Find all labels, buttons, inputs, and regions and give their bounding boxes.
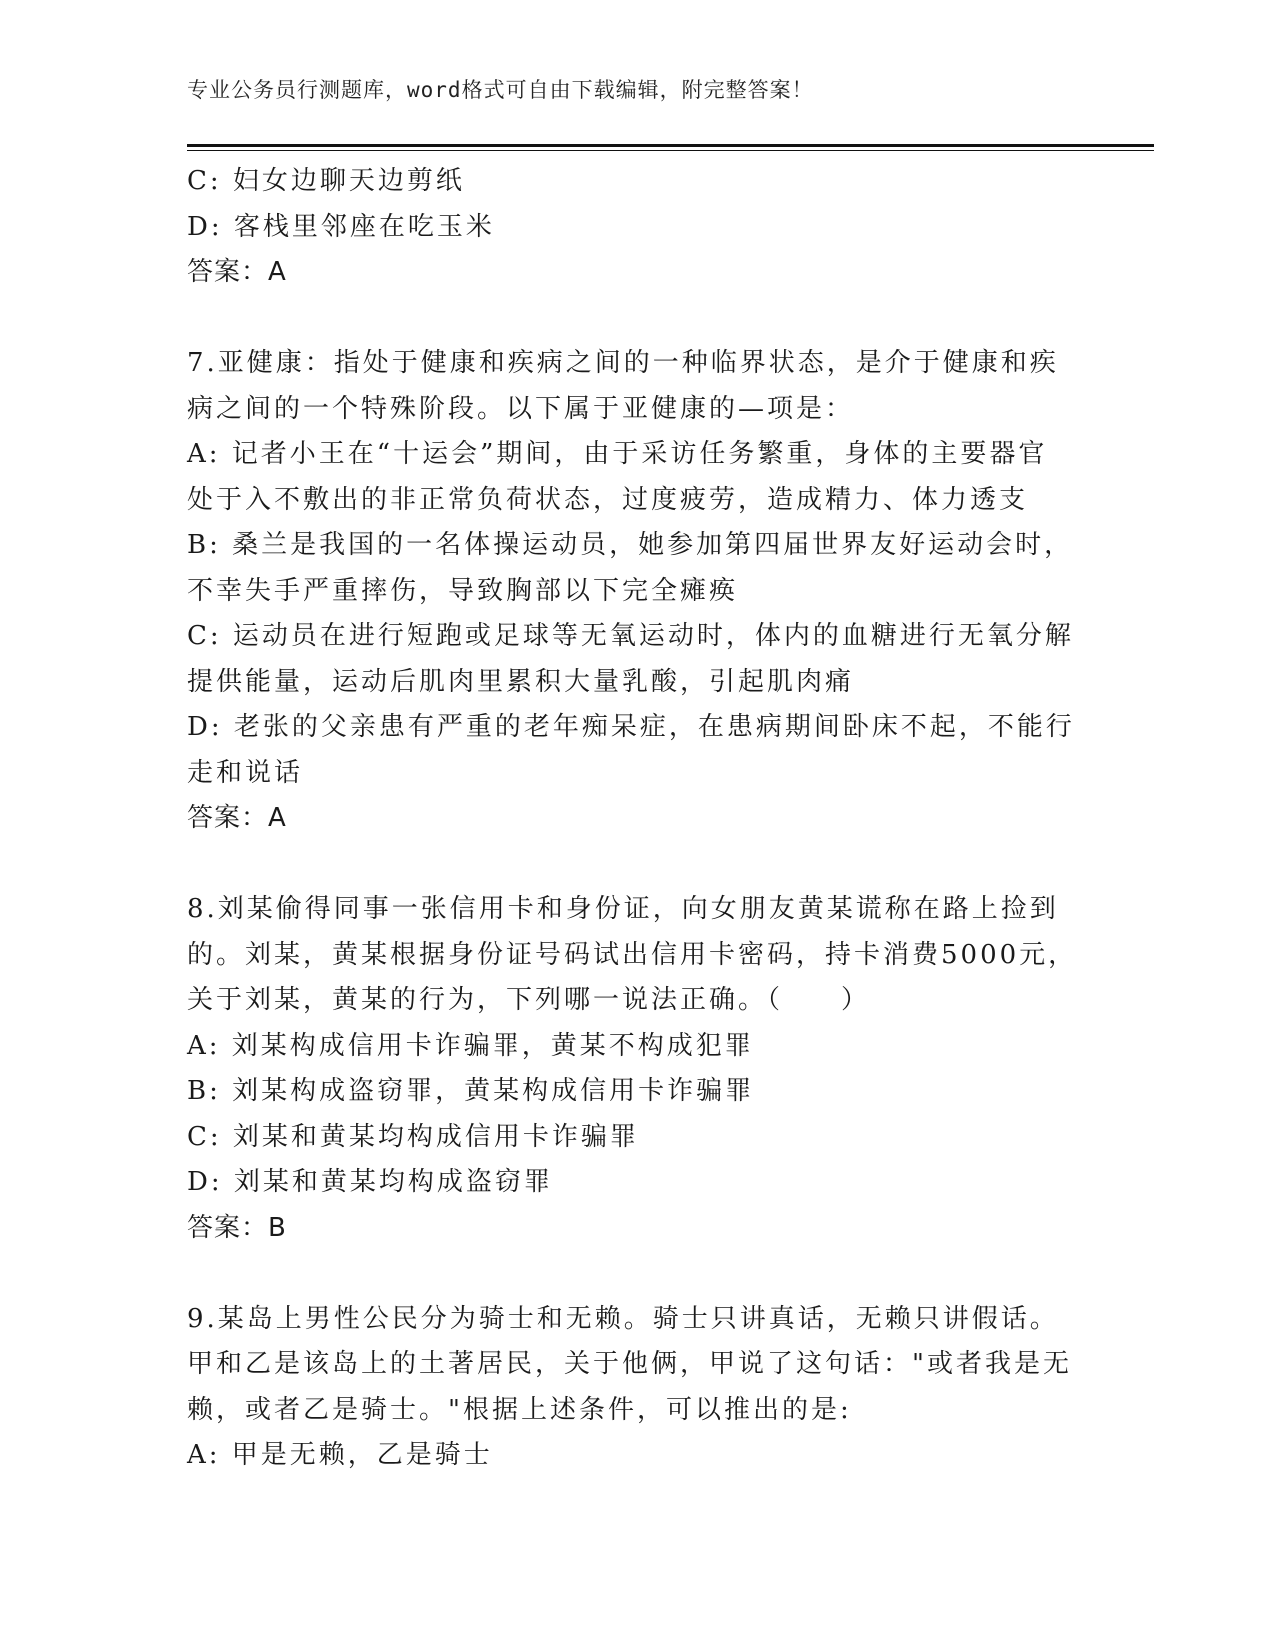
q7-answer: 答案：A bbox=[187, 803, 287, 833]
spacer bbox=[187, 842, 1087, 888]
spacer bbox=[187, 1251, 1087, 1297]
question-content bbox=[187, 159, 1087, 1479]
q6-answer: 答案：A bbox=[187, 257, 287, 287]
q6-option-c: C: 妇女边聊天边剪纸 bbox=[187, 166, 465, 196]
q6-option-d: D: 客栈里邻座在吃玉米 bbox=[187, 211, 495, 242]
q8-option-c: C: 刘某和黄某均构成信用卡诈骗罪 bbox=[187, 1121, 639, 1152]
q9-stem-line: 甲和乙是该岛上的土著居民，关于他俩，甲说了这句话："或者我是无 bbox=[187, 1349, 1072, 1379]
header-rule-thin bbox=[187, 150, 1154, 151]
q8-option-a: A: 刘某构成信用卡诈骗罪，黄某不构成犯罪 bbox=[187, 1030, 754, 1061]
q9-option-a: A: 甲是无赖，乙是骑士 bbox=[187, 1440, 493, 1470]
q8-stem-line: 关于刘某，黄某的行为，下列哪一说法正确。（ ） bbox=[187, 985, 871, 1015]
q7-option-a-line: 处于入不敷出的非正常负荷状态，过度疲劳，造成精力、体力透支 bbox=[187, 484, 1029, 515]
q7-option-a-line: A: 记者小王在“十运会”期间，由于采访任务繁重，身体的主要器官 bbox=[187, 439, 1048, 469]
q8-option-d: D: 刘某和黄某均构成盗窃罪 bbox=[187, 1167, 553, 1197]
q7-option-d-line: 走和说话 bbox=[187, 757, 304, 788]
q9-stem-line: 赖，或者乙是骑士。"根据上述条件，可以推出的是: bbox=[187, 1394, 852, 1425]
q7-option-c-line: 提供能量，运动后肌肉里累积大量乳酸，引起肌肉痛 bbox=[187, 666, 855, 697]
q7-stem-line: 病之间的一个特殊阶段。以下属于亚健康的—项是： bbox=[187, 393, 855, 424]
q8-option-b: B: 刘某构成盗窃罪，黄某构成信用卡诈骗罪 bbox=[187, 1076, 755, 1106]
q7-stem-line: 7.亚健康：指处于健康和疾病之间的一种临界状态，是介于健康和疾 bbox=[187, 348, 1059, 378]
page-header: 专业公务员行测题库，word格式可自由下载编辑，附完整答案！ bbox=[187, 78, 814, 102]
q7-option-b-line: B: 桑兰是我国的一名体操运动员，她参加第四届世界友好运动会时， bbox=[187, 530, 1074, 560]
header-rule-thick bbox=[187, 144, 1154, 147]
q8-stem-line: 的。刘某，黄某根据身份证号码试出信用卡密码，持卡消费5000元， bbox=[187, 939, 1078, 970]
q9-stem-line: 9.某岛上男性公民分为骑士和无赖。骑士只讲真话，无赖只讲假话。 bbox=[187, 1303, 1059, 1334]
q7-option-b-line: 不幸失手严重摔伤，导致胸部以下完全瘫痪 bbox=[187, 575, 739, 606]
q7-option-d-line: D: 老张的父亲患有严重的老年痴呆症，在患病期间卧床不起，不能行 bbox=[187, 712, 1075, 742]
q8-answer: 答案：B bbox=[187, 1212, 287, 1243]
q7-option-c-line: C: 运动员在进行短跑或足球等无氧运动时，体内的血糖进行无氧分解 bbox=[187, 621, 1074, 651]
spacer bbox=[187, 296, 1087, 342]
q8-stem-line: 8.刘某偷得同事一张信用卡和身份证，向女朋友黄某谎称在路上捡到 bbox=[187, 894, 1059, 924]
